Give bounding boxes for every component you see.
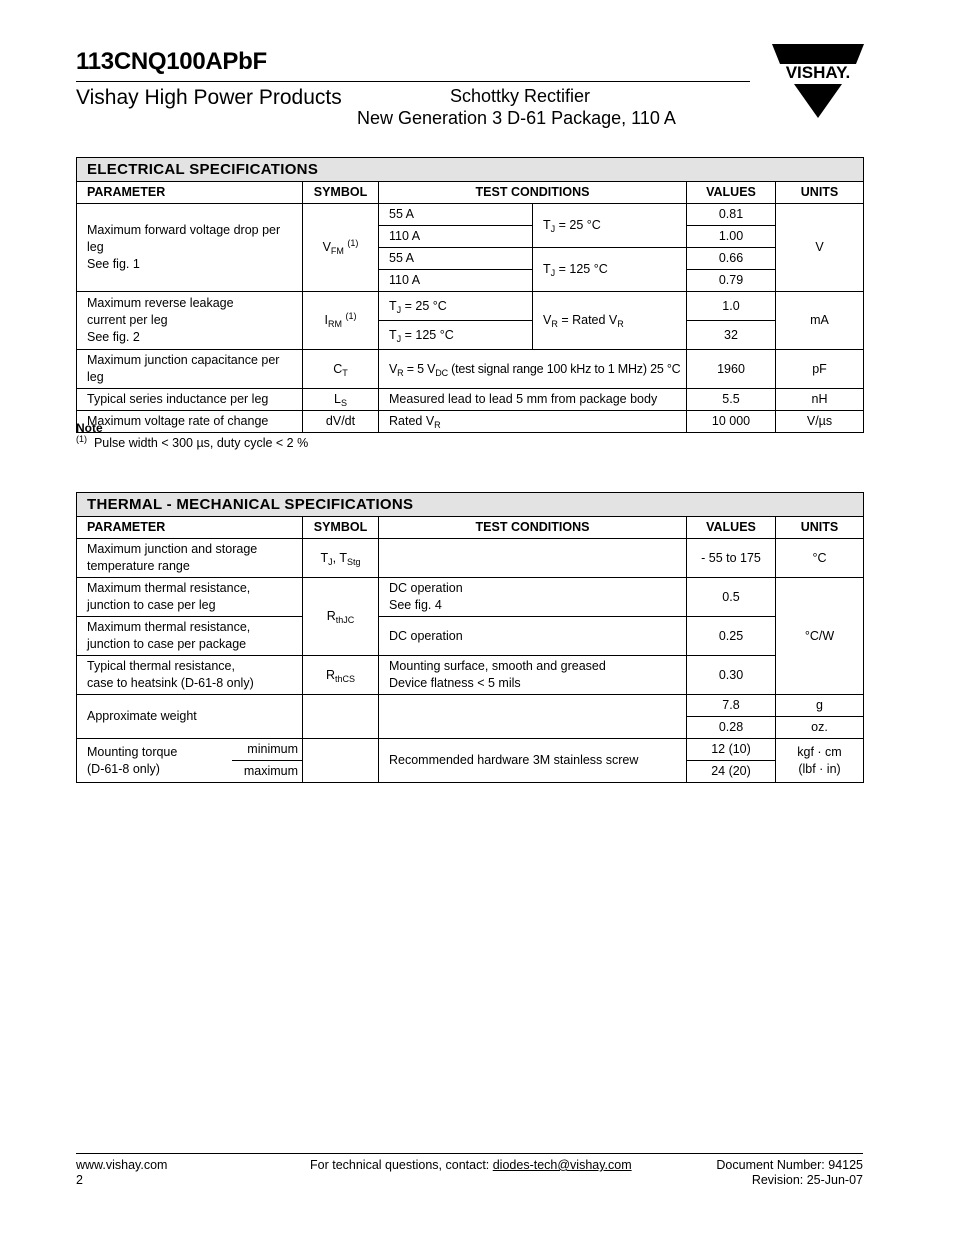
cond-tj: $T_J = 25$ °C	[533, 204, 687, 248]
company-line: Vishay High Power Products	[76, 86, 342, 109]
unit-torque: kgf · cm (lbf · in)	[776, 739, 864, 783]
param-ct: Maximum junction capacitance per leg	[77, 350, 303, 389]
cond-ct: $V_R = 5$ $V_{DC}$ (test signal range 100 kHz to 1 MHz) 25 °C	[379, 350, 687, 389]
product-line-2: New Generation 3 D-61 Package, 110 A	[357, 108, 676, 128]
value-cell: 1.00	[687, 226, 776, 248]
footer-contact: For technical questions, contact: diodes-tech@vishay.com	[310, 1158, 632, 1172]
note-title: Note	[76, 421, 103, 435]
product-line-1: Schottky Rectifier	[450, 86, 591, 106]
param-torque: Mounting torque (D-61-8 only)	[77, 739, 232, 783]
table-title: THERMAL - MECHANICAL SPECIFICATIONS	[77, 493, 864, 517]
header-symbol: SYMBOL	[303, 517, 379, 539]
logo-text: VISHAY.	[785, 63, 851, 82]
footer-revision: Revision: 25-Jun-07	[751, 1173, 863, 1187]
value-cell: 5.5	[687, 389, 776, 411]
cond-current: 55 A	[379, 248, 533, 270]
symbol-dvdt: dV/dt	[303, 411, 379, 433]
value-cell: 0.81	[687, 204, 776, 226]
symbol-empty	[303, 695, 379, 739]
cond-ls: Measured lead to lead 5 mm from package body	[379, 389, 687, 411]
header-values: VALUES	[687, 517, 776, 539]
header-test-conditions: TEST CONDITIONS	[379, 517, 687, 539]
electrical-specifications-table	[76, 157, 864, 433]
cond-rthcs: Mounting surface, smooth and greased Device flatness < 5 mils	[379, 656, 687, 695]
param-rthjc-leg: Maximum thermal resistance, junction to case per leg	[77, 578, 303, 617]
cond-rthjc-leg: DC operation See fig. 4	[379, 578, 687, 617]
symbol-tj: $T_J$, $T_{Stg}$	[303, 539, 379, 578]
value-cell: 0.79	[687, 270, 776, 292]
footer-document-number: Document Number: 94125	[716, 1158, 863, 1172]
unit-dvdt: V/µs	[776, 411, 864, 433]
value-cell: 0.66	[687, 248, 776, 270]
value-cell: 1960	[687, 350, 776, 389]
unit-cell: oz.	[776, 717, 864, 739]
vishay-logo	[770, 44, 866, 120]
unit-rth: °C/W	[776, 578, 864, 695]
torque-max-label: maximum	[232, 761, 303, 783]
header-values: VALUES	[687, 182, 776, 204]
value-cell: 0.25	[687, 617, 776, 656]
header-rule	[76, 81, 750, 82]
param-tj: Maximum junction and storage temperature range	[77, 539, 303, 578]
value-cell: 10 000	[687, 411, 776, 433]
param-dvdt: Maximum voltage rate of change	[77, 411, 303, 433]
param-ls: Typical series inductance per leg	[77, 389, 303, 411]
header-units: UNITS	[776, 182, 864, 204]
header-symbol: SYMBOL	[303, 182, 379, 204]
symbol-irm: $I_{RM}$ $^{(1)}$	[303, 292, 379, 350]
value-cell: 24 (20)	[687, 761, 776, 783]
symbol-rthcs: $R_{thCS}$	[303, 656, 379, 695]
unit-cell: g	[776, 695, 864, 717]
value-cell: 0.5	[687, 578, 776, 617]
param-rthjc-package: Maximum thermal resistance, junction to case per package	[77, 617, 303, 656]
cond-tj: $T_J = 125$ °C	[533, 248, 687, 292]
param-weight: Approximate weight	[77, 695, 303, 739]
note-text: $^{(1)}$ Pulse width < 300 µs, duty cycle < 2 %	[76, 434, 309, 450]
value-cell: - 55 to 175	[687, 539, 776, 578]
header-units: UNITS	[776, 517, 864, 539]
cond-rthjc-package: DC operation	[379, 617, 687, 656]
header-parameter: PARAMETER	[77, 182, 303, 204]
unit-tj: °C	[776, 539, 864, 578]
cond-empty	[379, 539, 687, 578]
header-test-conditions: TEST CONDITIONS	[379, 182, 687, 204]
symbol-ct: $C_T$	[303, 350, 379, 389]
cond-empty	[379, 695, 687, 739]
header-parameter: PARAMETER	[77, 517, 303, 539]
unit-vfm: V	[776, 204, 864, 292]
cond-vr: $V_R$ = Rated $V_R$	[533, 292, 687, 350]
cond-tj: $T_J = 25$ °C	[379, 292, 533, 321]
cond-current: 110 A	[379, 270, 533, 292]
param-vfm: Maximum forward voltage drop per leg See fig. 1	[77, 204, 303, 292]
unit-irm: mA	[776, 292, 864, 350]
value-cell: 12 (10)	[687, 739, 776, 761]
symbol-ls: $L_S$	[303, 389, 379, 411]
param-irm: Maximum reverse leakage current per leg See fig. 2	[77, 292, 303, 350]
cond-current: 110 A	[379, 226, 533, 248]
symbol-rthjc: $R_{thJC}$	[303, 578, 379, 656]
torque-min-label: minimum	[232, 739, 303, 761]
footer-rule	[76, 1153, 863, 1154]
symbol-empty	[303, 739, 379, 783]
cond-tj: $T_J = 125$ °C	[379, 321, 533, 350]
unit-ls: nH	[776, 389, 864, 411]
thermal-mechanical-specifications-table	[76, 492, 864, 783]
value-cell: 1.0	[687, 292, 776, 321]
symbol-vfm: $V_{FM}$ $^{(1)}$	[303, 204, 379, 292]
table-title: ELECTRICAL SPECIFICATIONS	[77, 158, 864, 182]
value-cell: 0.30	[687, 656, 776, 695]
value-cell: 0.28	[687, 717, 776, 739]
contact-email-link[interactable]: diodes-tech@vishay.com	[492, 1158, 632, 1172]
part-number: 113CNQ100APbF	[76, 48, 267, 75]
value-cell: 32	[687, 321, 776, 350]
footer-website[interactable]: www.vishay.com	[76, 1158, 168, 1172]
param-rthcs: Typical thermal resistance, case to heatsink (D-61-8 only)	[77, 656, 303, 695]
cond-current: 55 A	[379, 204, 533, 226]
value-cell: 7.8	[687, 695, 776, 717]
footer-page-number: 2	[76, 1173, 83, 1187]
cond-dvdt: Rated $V_R$	[379, 411, 687, 433]
unit-ct: pF	[776, 350, 864, 389]
cond-torque: Recommended hardware 3M stainless screw	[379, 739, 687, 783]
